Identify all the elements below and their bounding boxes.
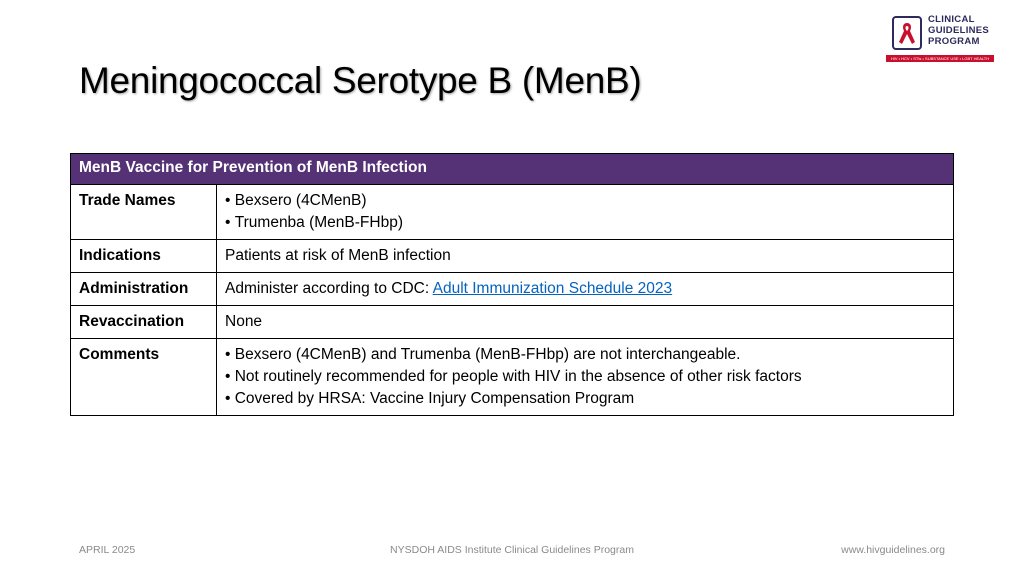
- bullet-list: [225, 344, 945, 410]
- logo-tagline-bar: HIV • HCV • STIs • SUBSTANCE USE • LGBT HEALTH: [886, 55, 994, 62]
- row-label: Revaccination: [71, 306, 217, 339]
- row-value: Patients at risk of MenB infection: [217, 240, 954, 273]
- row-value: [217, 185, 954, 240]
- table-header: MenB Vaccine for Prevention of MenB Infection: [71, 154, 954, 185]
- footer-url: www.hivguidelines.org: [841, 544, 945, 556]
- table-row-trade-names: [71, 185, 954, 240]
- list-item: • Bexsero (4CMenB): [225, 190, 945, 212]
- list-item: • Not routinely recommended for people with HIV in the absence of other risk factors: [225, 366, 945, 388]
- row-value: [217, 339, 954, 416]
- row-label: Indications: [71, 240, 217, 273]
- row-label: Comments: [71, 339, 217, 416]
- immunization-schedule-link[interactable]: Adult Immunization Schedule 2023: [432, 280, 673, 297]
- bullet-list: [225, 190, 945, 234]
- footer-date: APRIL 2025: [79, 544, 136, 556]
- page-title: Meningococcal Serotype B (MenB): [79, 60, 642, 101]
- row-label: Administration: [71, 273, 217, 306]
- menb-vaccine-table: [70, 153, 954, 416]
- list-item: • Bexsero (4CMenB) and Trumenba (MenB-FHbp) are not interchangeable.: [225, 344, 945, 366]
- row-value: None: [217, 306, 954, 339]
- logo-text: [928, 14, 989, 47]
- row-label: Trade Names: [71, 185, 217, 240]
- list-item: • Covered by HRSA: Vaccine Injury Compensation Program: [225, 388, 945, 410]
- table-header-row: [71, 154, 954, 185]
- table-row-revaccination: [71, 306, 954, 339]
- footer-program: NYSDOH AIDS Institute Clinical Guidelines Program: [390, 544, 634, 556]
- list-item: • Trumenba (MenB-FHbp): [225, 212, 945, 234]
- logo-line-3: PROGRAM: [928, 36, 980, 47]
- ribbon-icon: [892, 16, 922, 50]
- clinical-guidelines-logo: [886, 14, 994, 64]
- table-row-comments: [71, 339, 954, 416]
- table-row-indications: [71, 240, 954, 273]
- row-value: [217, 273, 954, 306]
- table-row-administration: [71, 273, 954, 306]
- logo-line-1: CLINICAL: [928, 14, 975, 25]
- logo-line-2: GUIDELINES: [928, 25, 990, 36]
- administration-text: Administer according to CDC:: [225, 280, 433, 297]
